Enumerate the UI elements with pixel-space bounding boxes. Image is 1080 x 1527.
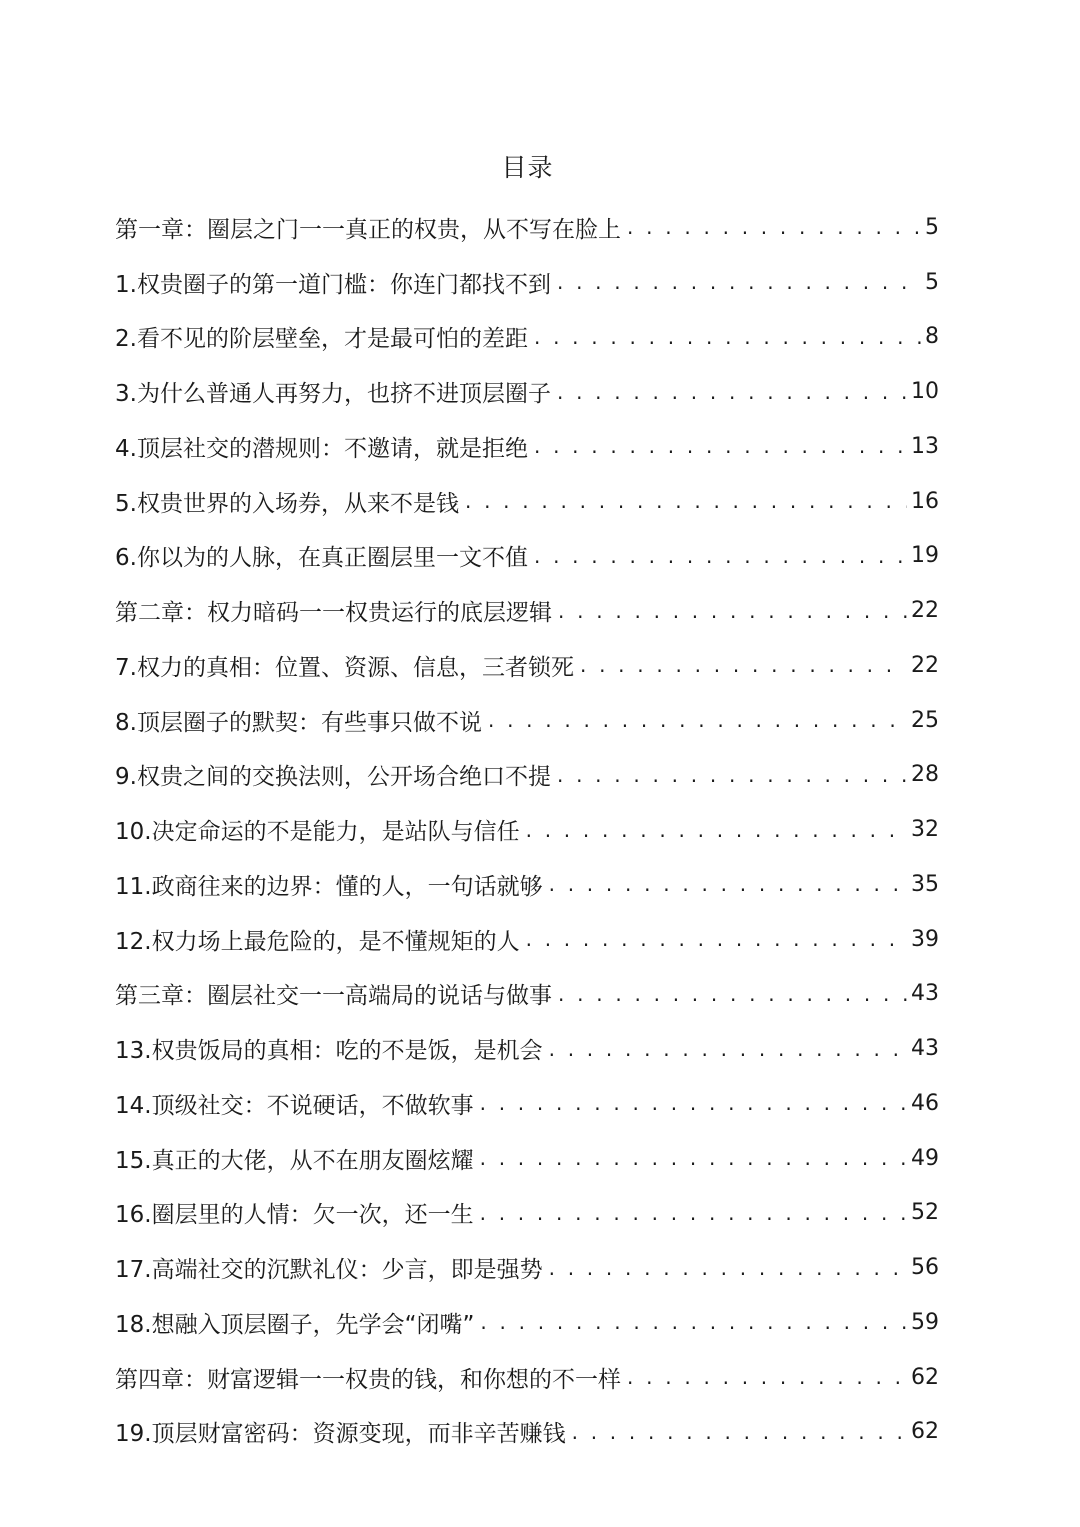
toc-entry-title: 10.决定命运的不是能力，是站队与信任 [115, 819, 520, 846]
toc-dot-leader [474, 1093, 907, 1113]
toc-entry-page-number: 62 [911, 1364, 939, 1390]
toc-dot-leader [551, 382, 907, 402]
toc-entry[interactable] [115, 310, 939, 365]
toc-entry-title: 12.权力场上最危险的，是不懂规矩的人 [115, 928, 520, 955]
toc-dot-leader [552, 984, 907, 1004]
toc-entry[interactable] [115, 1405, 939, 1460]
toc-entry-title: 2.看不见的阶层壁垒，才是最可怕的差距 [115, 326, 528, 353]
toc-entry-page-number: 5 [925, 269, 939, 295]
toc-entry-page-number: 43 [911, 981, 939, 1007]
toc-entry[interactable] [115, 1295, 939, 1350]
toc-entry-page-number: 56 [911, 1255, 939, 1281]
toc-entry[interactable] [115, 474, 939, 529]
toc-entry-page-number: 43 [911, 1036, 939, 1062]
toc-title: 目录 [501, 153, 554, 182]
toc-dot-leader [552, 601, 907, 621]
toc-entry-page-number: 52 [911, 1200, 939, 1226]
toc-dot-leader [543, 1039, 907, 1059]
toc-entry-page-number: 10 [911, 379, 939, 405]
toc-dot-leader [543, 1258, 907, 1278]
toc-entry-title: 5.权贵世界的入场券，从来不是钱 [115, 490, 459, 517]
toc-entry[interactable] [115, 1021, 939, 1076]
toc-entry[interactable] [115, 364, 939, 419]
toc-entry[interactable] [115, 967, 939, 1022]
toc-entry-title: 17.高端社交的沉默礼仪：少言，即是强势 [115, 1257, 543, 1284]
toc-entry-title: 3.为什么普通人再努力，也挤不进顶层圈子 [115, 381, 551, 408]
toc-entry-title: 18.想融入顶层圈子，先学会“闭嘴” [115, 1311, 475, 1338]
toc-entry[interactable] [115, 912, 939, 967]
toc-entry[interactable] [115, 1186, 939, 1241]
toc-entry-title: 16.圈层里的人情：欠一次，还一生 [115, 1202, 474, 1229]
toc-dot-leader [528, 436, 907, 456]
toc-entry[interactable] [115, 419, 939, 474]
toc-entry[interactable] [115, 638, 939, 693]
toc-entry[interactable] [115, 693, 939, 748]
toc-entry-page-number: 59 [911, 1309, 939, 1335]
toc-entry-title: 14.顶级社交：不说硬话，不做软事 [115, 1092, 474, 1119]
toc-dot-leader [574, 655, 907, 675]
toc-dot-leader [482, 710, 907, 730]
toc-entry-page-number: 46 [911, 1090, 939, 1116]
toc-entry[interactable] [115, 857, 939, 912]
toc-dot-leader [551, 765, 907, 785]
toc-entry-page-number: 16 [911, 488, 939, 514]
toc-entry-page-number: 22 [911, 598, 939, 624]
toc-dot-leader [528, 327, 921, 347]
toc-entry-page-number: 25 [911, 707, 939, 733]
toc-entry-page-number: 22 [911, 652, 939, 678]
toc-dot-leader [474, 1312, 907, 1332]
toc-entry[interactable] [115, 1240, 939, 1295]
toc-entry[interactable] [115, 200, 939, 255]
toc-dot-leader [621, 217, 921, 237]
toc-list [115, 200, 939, 1459]
toc-entry[interactable] [115, 802, 939, 857]
toc-dot-leader [520, 820, 907, 840]
toc-entry[interactable] [115, 1076, 939, 1131]
toc-entry-page-number: 39 [911, 926, 939, 952]
toc-entry-title: 第二章：权力暗码一一权贵运行的底层逻辑 [115, 600, 552, 627]
toc-entry[interactable] [115, 1350, 939, 1405]
toc-entry[interactable] [115, 583, 939, 638]
toc-entry-title: 第一章：圈层之门一一真正的权贵，从不写在脸上 [115, 216, 621, 243]
toc-dot-leader [566, 1422, 907, 1442]
toc-dot-leader [474, 1148, 907, 1168]
toc-entry-page-number: 13 [911, 433, 939, 459]
toc-entry-page-number: 28 [911, 762, 939, 788]
toc-entry-title: 4.顶层社交的潜规则：不邀请，就是拒绝 [115, 435, 528, 462]
toc-entry-title: 8.顶层圈子的默契：有些事只做不说 [115, 709, 482, 736]
toc-entry-title: 13.权贵饭局的真相：吃的不是饭，是机会 [115, 1038, 543, 1065]
toc-dot-leader [474, 1203, 907, 1223]
toc-entry[interactable] [115, 255, 939, 310]
toc-entry-page-number: 8 [925, 324, 939, 350]
toc-entry-page-number: 62 [911, 1419, 939, 1445]
toc-dot-leader [528, 546, 907, 566]
toc-entry[interactable] [115, 1131, 939, 1186]
toc-entry-title: 19.顶层财富密码：资源变现，而非辛苦赚钱 [115, 1421, 566, 1448]
toc-entry-title: 9.权贵之间的交换法则，公开场合绝口不提 [115, 764, 551, 791]
toc-dot-leader [520, 929, 907, 949]
toc-entry-page-number: 32 [911, 817, 939, 843]
toc-dot-leader [459, 491, 907, 511]
toc-entry[interactable] [115, 748, 939, 803]
toc-dot-leader [621, 1367, 907, 1387]
toc-entry-page-number: 5 [925, 214, 939, 240]
toc-entry-page-number: 35 [911, 871, 939, 897]
toc-dot-leader [551, 272, 921, 292]
toc-dot-leader [543, 874, 907, 894]
toc-entry-title: 15.真正的大佬，从不在朋友圈炫耀 [115, 1147, 474, 1174]
toc-entry-title: 11.政商往来的边界：懂的人，一句话就够 [115, 873, 543, 900]
toc-entry-title: 6.你以为的人脉，在真正圈层里一文不值 [115, 545, 528, 572]
toc-entry[interactable] [115, 529, 939, 584]
toc-entry-title: 7.权力的真相：位置、资源、信息，三者锁死 [115, 654, 574, 681]
toc-entry-title: 第四章：财富逻辑一一权贵的钱，和你想的不一样 [115, 1366, 621, 1393]
toc-entry-page-number: 19 [911, 543, 939, 569]
toc-entry-page-number: 49 [911, 1145, 939, 1171]
toc-entry-title: 第三章：圈层社交一一高端局的说话与做事 [115, 983, 552, 1010]
toc-entry-title: 1.权贵圈子的第一道门槛：你连门都找不到 [115, 271, 551, 298]
